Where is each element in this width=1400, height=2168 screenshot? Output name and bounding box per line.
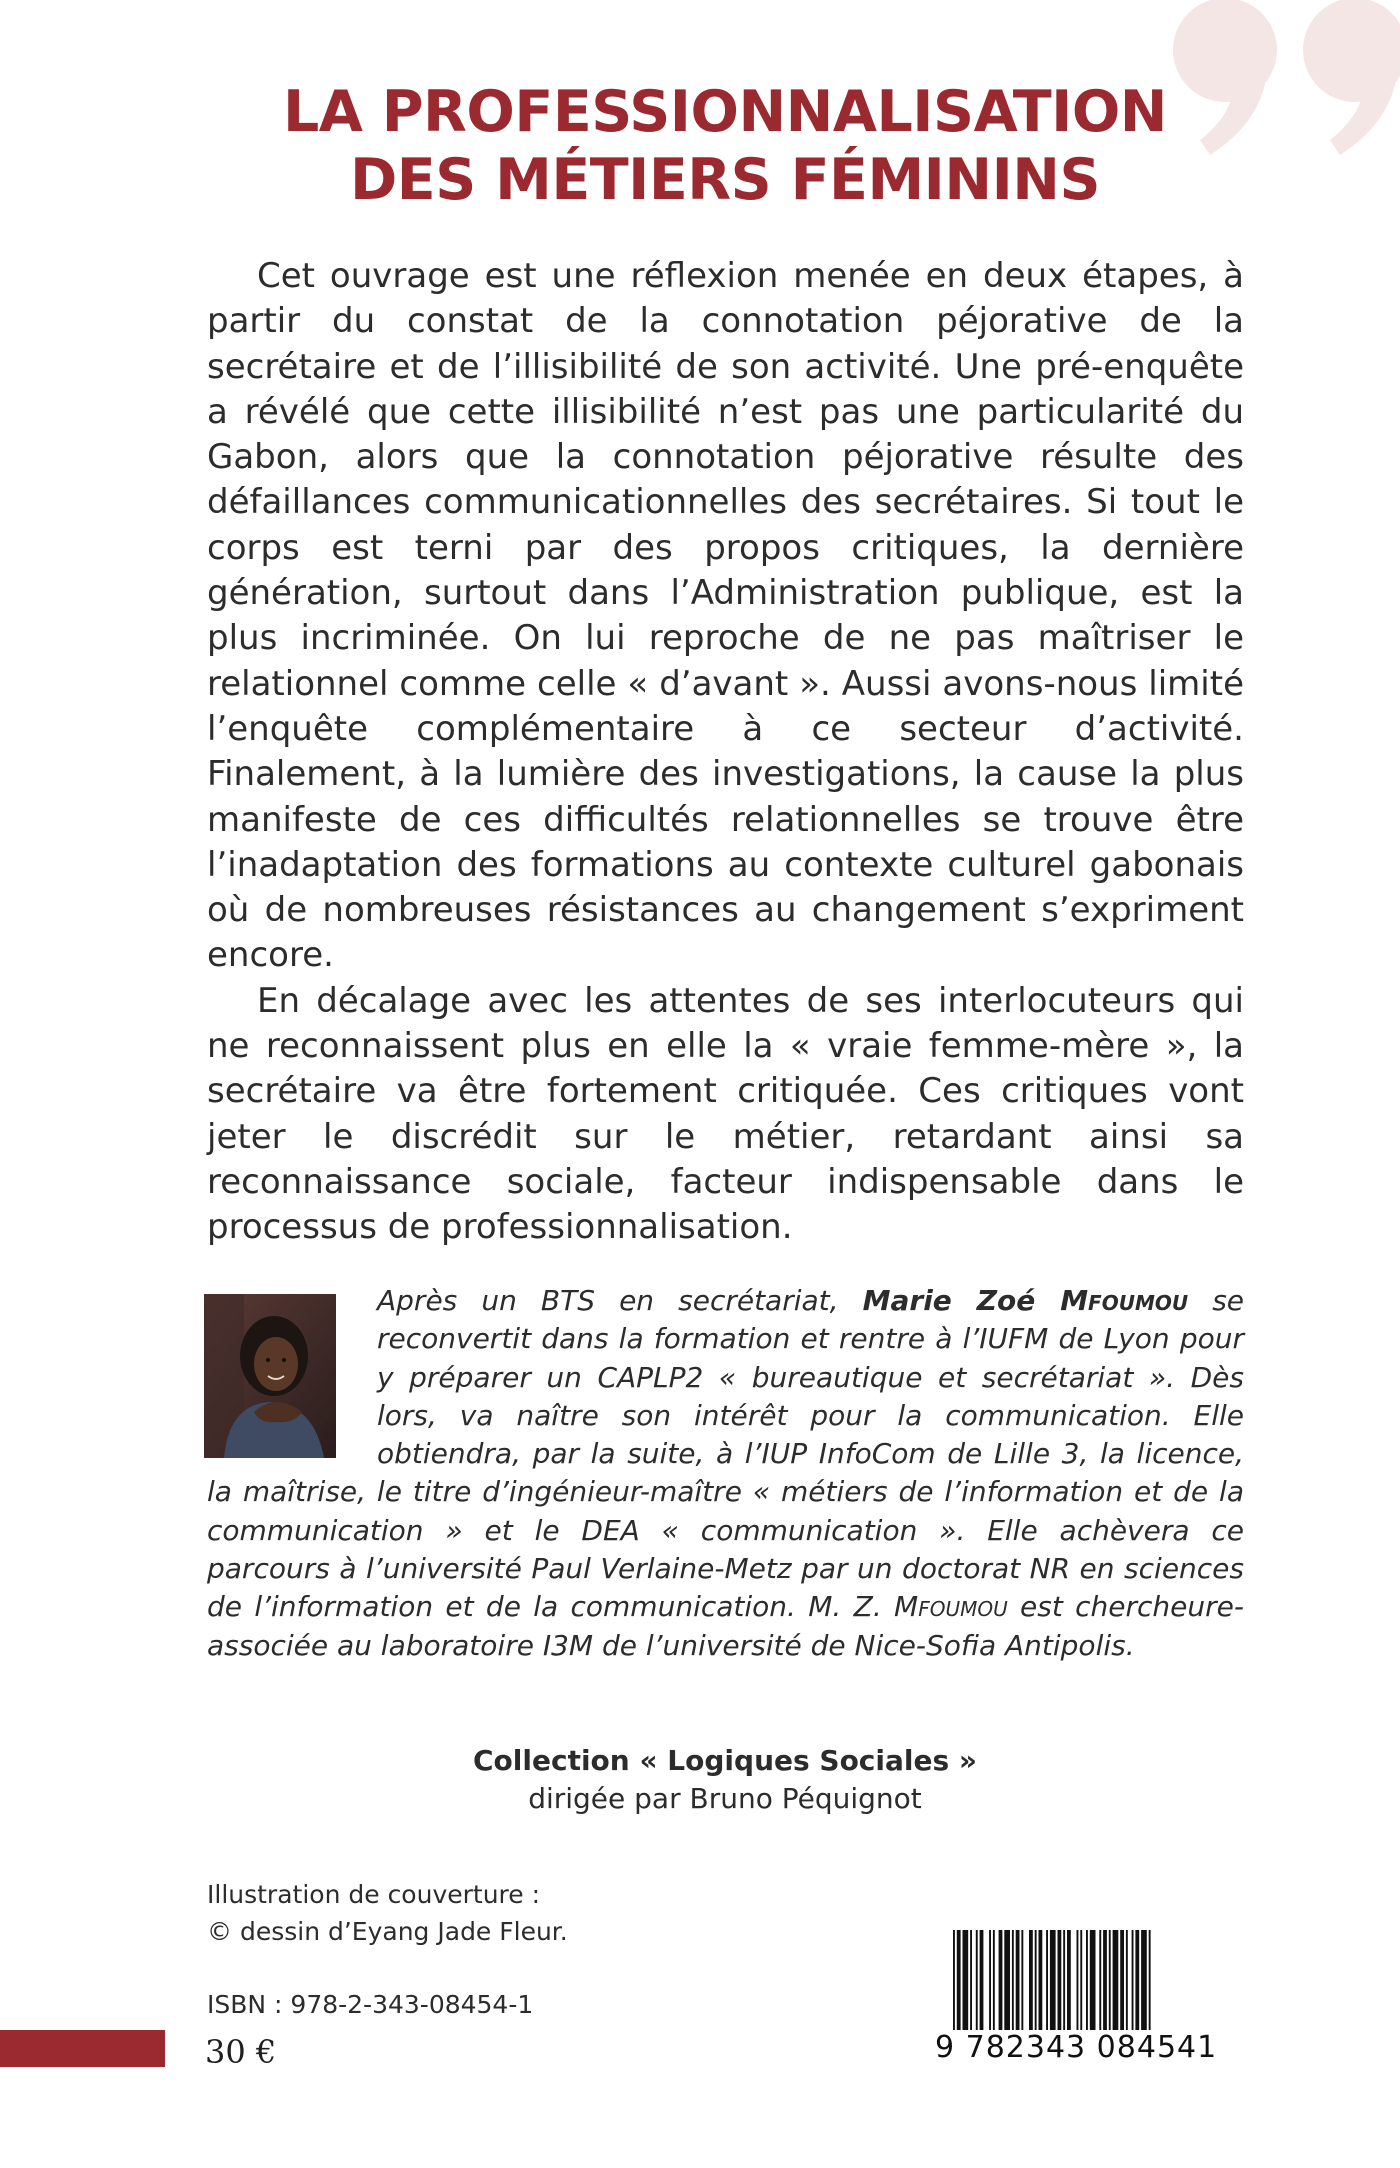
collection-director: dirigée par Bruno Péquignot (528, 1782, 922, 1815)
barcode-bar (999, 1930, 1003, 2030)
author-name (863, 1284, 1188, 1317)
barcode-bar (1086, 1930, 1088, 2030)
summary-paragraph-1: Cet ouvrage est une réflexion menée en deux étapes, à partir du constat de la connotation péjorative de la secrétaire et de l’illisibilité de son activité. Une pré-enquête a révélé que cette illisibilité n’est pas une particularité du Gabon, alors que la connotation péjorative résulte des défaillances communicationnelles des secrétaires. Si tout le corps est terni par des propos critiques, la dernière génération, surtout dans l’Administration publique, est la plus incriminée. On lui reproche de ne pas maîtriser le relationnel comme celle « d’avant ». Aussi avons-nous limité l’enquête complémentaire à ce secteur d’activité. Finalement, à la lumière des investigations, la cause la plus manifeste de ces difficultés relationnelles se trouve être l’inadaptation des formations au contexte culturel gabonais où de nombreuses résistances au changement s’expriment encore. (207, 256, 1244, 976)
barcode-bar (1004, 1930, 1010, 2030)
red-accent-bar (0, 2030, 165, 2067)
barcode-bar (976, 1930, 978, 2030)
barcode-bar (1067, 1930, 1071, 2030)
barcode-bar (1126, 1930, 1128, 2030)
book-title-line-1: LA PROFESSIONNALISATION (282, 79, 1168, 145)
author-last-name-2: Mfoumou (894, 1590, 1008, 1624)
barcode-bar (1058, 1930, 1062, 2030)
barcode-bar (1035, 1930, 1037, 2030)
bio-text-1: se reconvertit dans la formation et rentre à l’IUFM de Lyon pour y préparer un CAPLP2 « bureautique et secrétariat ». Dès lors, va naître son intérêt pour la communication. Elle obtiendra, par la suite, à l’IUP InfoCom de Lille 3, la licence, la maîtrise, le titre d’ingénieur-maître « métiers de l’information et de la communication » et le DEA « communication ». Elle achèvera ce parcours à l’université Paul Verlaine-Metz par un doctorat NR en sciences de l’information et de la communication. M. Z. (207, 1284, 1245, 1624)
barcode-bar (1077, 1930, 1079, 2030)
barcode-bar (1016, 1930, 1020, 2030)
barcode-bar (1103, 1930, 1107, 2030)
barcode-bar (1039, 1930, 1043, 2030)
barcode-bar (1132, 1930, 1134, 2030)
price: 30 € (205, 2033, 277, 2071)
barcode (935, 1930, 1250, 2070)
barcode-digits: 9 782343 084541 (935, 2030, 1218, 2065)
barcode-bar (1109, 1930, 1111, 2030)
barcode-bar (980, 1930, 984, 2030)
book-summary (207, 254, 1244, 1251)
summary-paragraph-2: En décalage avec les attentes de ses interlocuteurs qui ne reconnaissent plus en elle la « vraie femme-mère », la secrétaire va être fortement critiquée. Ces critiques vont jeter le discrédit sur le métier, retardant ainsi sa reconnaissance sociale, facteur indispensable dans le processus de professionnalisation. (207, 980, 1244, 1248)
barcode-bar (953, 1930, 955, 2030)
barcode-bar (989, 1930, 991, 2030)
barcode-bar (1050, 1930, 1056, 2030)
isbn: ISBN : 978-2-343-08454-1 (207, 1990, 534, 2019)
barcode-bar (1141, 1930, 1147, 2030)
credits-value: © dessin d’Eyang Jade Fleur. (207, 1917, 568, 1946)
author-biography (207, 1282, 1244, 1665)
book-title-line-2: DES MÉTIERS FÉMININS (349, 147, 1101, 213)
barcode-bar (1029, 1930, 1033, 2030)
barcode-bar (1149, 1930, 1151, 2030)
barcode-bar (1063, 1930, 1065, 2030)
barcode-bar (1120, 1930, 1124, 2030)
barcode-bar (1099, 1930, 1101, 2030)
barcode-bar (1090, 1930, 1096, 2030)
photo-spacer (207, 1282, 377, 1467)
author-last-name: Mfoumou (1060, 1284, 1189, 1317)
collection-info (150, 1742, 1300, 1818)
barcode-bar (993, 1930, 995, 2030)
bio-text-2: est chercheure-associée au laboratoire I3M de l’université de Nice-Sofia Antipolis. (207, 1590, 1244, 1662)
barcode-bar (957, 1930, 961, 2030)
barcode-bars (935, 1930, 1250, 2035)
book-title (150, 78, 1300, 214)
barcode-bar (970, 1930, 972, 2030)
barcode-bar (963, 1930, 969, 2030)
credits-label: Illustration de couverture : (207, 1880, 541, 1909)
barcode-bar (1046, 1930, 1048, 2030)
cover-credits (207, 1876, 568, 1950)
barcode-bar (1080, 1930, 1082, 2030)
barcode-bar (1021, 1930, 1023, 2030)
barcode-bar (1135, 1930, 1139, 2030)
barcode-bar (1113, 1930, 1119, 2030)
bio-intro: Après un BTS en secrétariat, (377, 1284, 863, 1317)
barcode-bar (1012, 1930, 1014, 2030)
collection-name: Collection « Logiques Sociales » (473, 1744, 977, 1777)
author-first-name: Marie Zoé (862, 1284, 1061, 1317)
